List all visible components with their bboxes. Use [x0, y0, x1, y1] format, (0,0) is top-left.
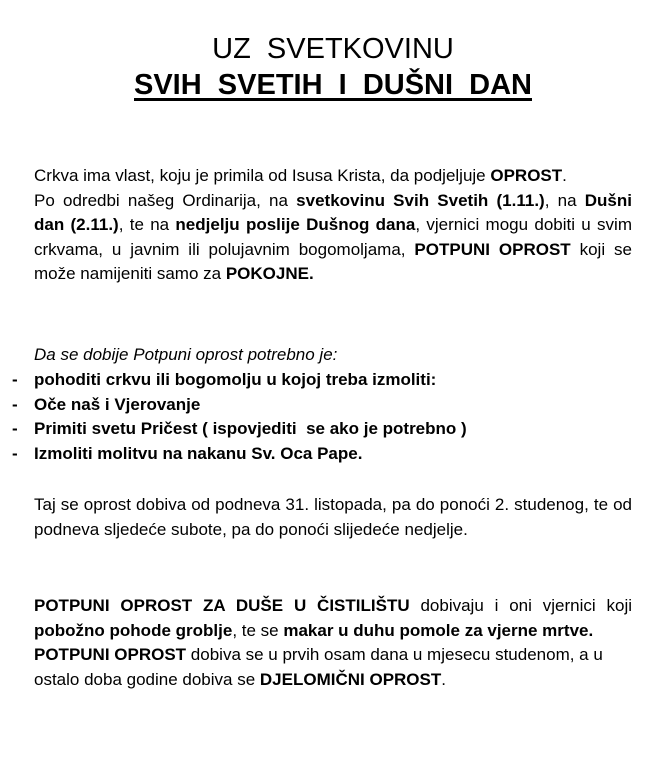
souls-paragraph-2	[34, 643, 632, 692]
text-run-bold: pobožno pohode groblje	[34, 620, 233, 640]
text-run: dobivaju i oni vjernici koji	[409, 596, 632, 615]
text-run-bold: POTPUNI OPROST	[34, 645, 187, 664]
souls-section	[34, 594, 632, 692]
text-run: .	[441, 669, 446, 689]
text-run-bold: DJELOMIČNI OPROST	[259, 669, 442, 689]
requirements-heading-text: Da se dobije Potpuni oprost potrebno je:	[34, 345, 338, 364]
text-run-bold: POTPUNI OPROST ZA DUŠE U ČISTILIŠTU	[34, 596, 410, 615]
text-run-bold: nedjelju poslije Dušnog dana	[175, 215, 416, 234]
intro-paragraph-1	[34, 164, 632, 189]
text-run: , te se	[232, 620, 284, 640]
list-item	[12, 393, 632, 418]
text-run: Po odredbi našeg Ordinarija, na	[34, 190, 297, 210]
text-run-bold: OPROST	[490, 166, 563, 185]
text-run: , vjernici mogu dobiti u svim crkvama, u javnim ili polujavnim bogomoljama,	[34, 215, 632, 259]
text-run-bold: POTPUNI OPROST	[414, 239, 571, 259]
dash-bullet: -	[12, 443, 18, 463]
text-run: , na	[544, 190, 585, 210]
requirements-heading	[34, 343, 632, 368]
period-section	[34, 493, 632, 542]
list-item	[12, 442, 632, 467]
title-line-2	[0, 68, 666, 102]
list-item-text: Primiti svetu Pričest ( ispovjediti se ako je potrebno )	[34, 419, 467, 438]
text-run: Crkva ima vlast, koju je primila od Isusa Krista, da podjeljuje	[34, 166, 491, 185]
text-run: , te na	[118, 215, 176, 234]
title-line-2-text: SVIH SVETIH I DUŠNI DAN	[134, 69, 532, 101]
dash-bullet: -	[12, 394, 18, 414]
intro-paragraph-2	[34, 189, 632, 287]
text-run: dobiva se u prvih osam dana u mjesecu studenom, a u ostalo doba godine dobiva se	[34, 645, 603, 689]
text-run-bold: POKOJNE.	[225, 264, 314, 283]
text-run-bold: Dušni dan (2.11.)	[34, 190, 632, 234]
souls-paragraph-1	[34, 594, 632, 643]
dash-bullet: -	[12, 419, 18, 438]
list-item	[12, 417, 632, 442]
list-item-text: Oče naš i Vjerovanje	[34, 394, 201, 414]
dash-bullet: -	[12, 370, 18, 389]
list-item-text: pohoditi crkvu ili bogomolju u kojoj treba izmoliti:	[34, 370, 437, 389]
requirements-list	[12, 368, 632, 466]
title-line-1: UZ SVETKOVINU	[212, 33, 454, 65]
text-run-bold: svetkovinu Svih Svetih (1.11.)	[296, 190, 545, 210]
text-run-bold: makar u duhu pomole za vjerne mrtve.	[283, 620, 594, 640]
list-item	[12, 368, 632, 393]
text-run: .	[562, 166, 567, 185]
period-paragraph: Taj se oprost dobiva od podneva 31. listopada, pa do ponoći 2. studenog, te od podneva sljedeće subote, pa do ponoći slijedeće nedjelje.	[34, 495, 632, 539]
text-run: koji se može namijeniti samo za	[34, 239, 632, 283]
intro-section	[34, 164, 632, 287]
list-item-text: Izmoliti molitvu na nakanu Sv. Oca Pape.	[34, 443, 363, 463]
